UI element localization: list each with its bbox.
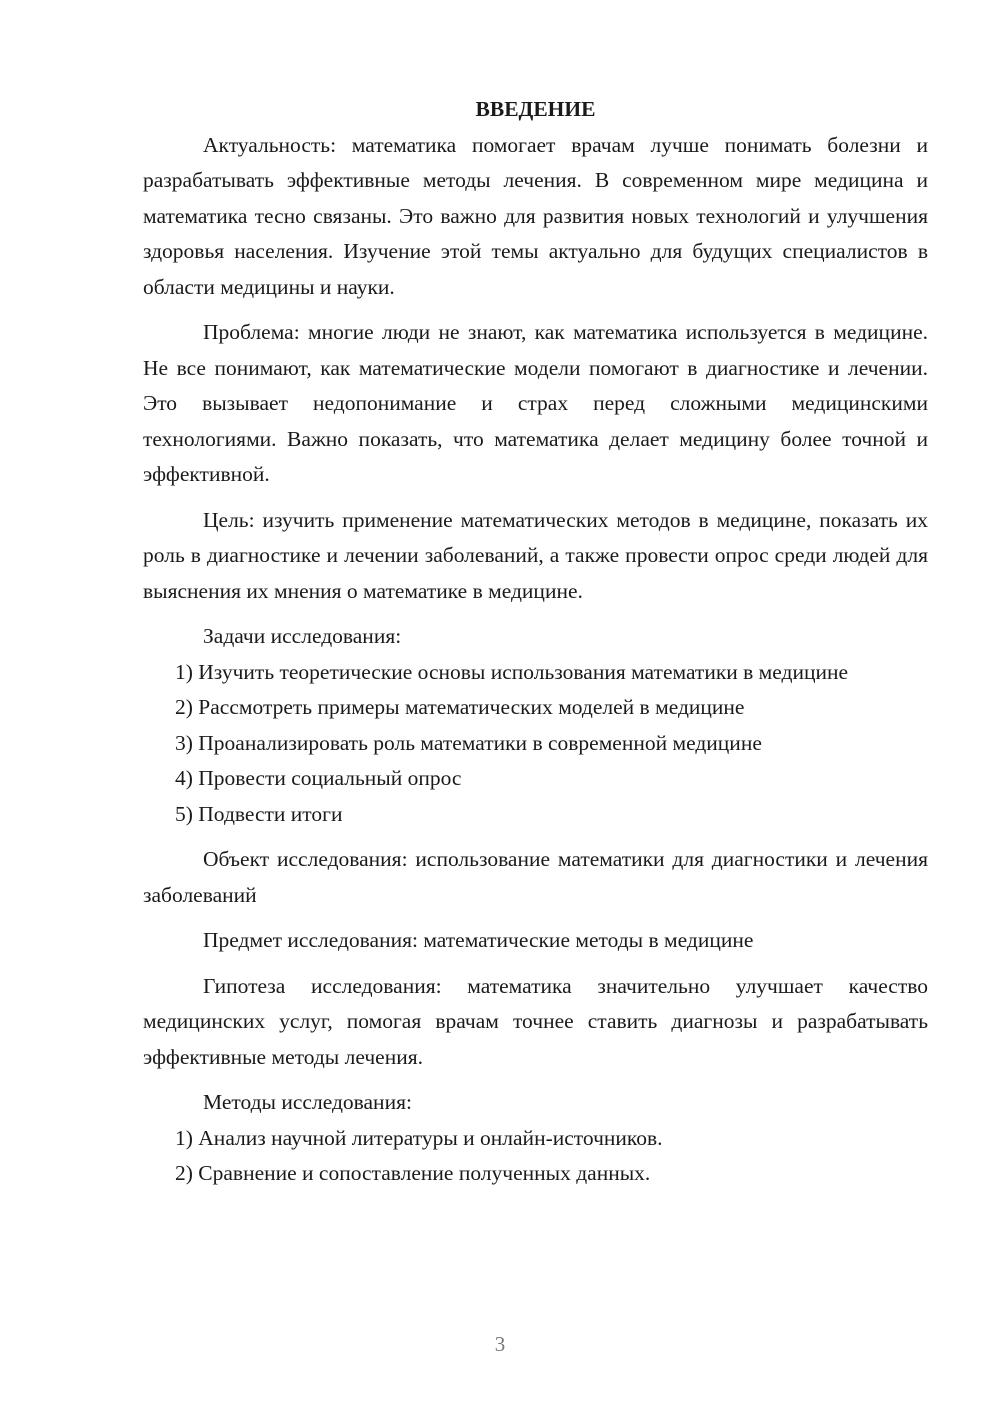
method-item: 1) Анализ научной литературы и онлайн-источников. bbox=[175, 1125, 663, 1150]
task-item: 1) Изучить теоретические основы использования математики в медицине bbox=[175, 659, 849, 684]
method-item: 2) Сравнение и сопоставление полученных данных. bbox=[175, 1161, 651, 1185]
task-item: 3) Проанализировать роль математики в современной медицине bbox=[175, 730, 762, 755]
page-number: 3 bbox=[494, 1332, 506, 1356]
problem-paragraph: Проблема: многие люди не знают, как математика используется в медицине. Не все понимают, как математические модели помогают в диагностике и лечении. Это вызывает недопонимание и страх перед сложными медицинскими технологиями. Важно показать, что математика делает медицину более точной и эффективной. bbox=[143, 320, 928, 486]
task-item: 5) Подвести итоги bbox=[175, 801, 343, 826]
hypothesis-paragraph: Гипотеза исследования: математика значительно улучшает качество медицинских услуг, помогая врачам точнее ставить диагнозы и разрабатывать эффективные методы лечения. bbox=[143, 973, 928, 1069]
object-paragraph: Объект исследования: использование математики для диагностики и лечения заболеваний bbox=[143, 847, 928, 907]
tasks-list bbox=[143, 655, 928, 833]
subject-paragraph: Предмет исследования: математические методы в медицине bbox=[203, 928, 754, 952]
relevance-paragraph: Актуальность: математика помогает врачам лучше понимать болезни и разрабатывать эффективные методы лечения. В современном мире медицина и математика тесно связаны. Это важно для развития новых технологий и улучшения здоровья населения. Изучение этой темы актуально для будущих специалистов в области медицины и науки. bbox=[143, 132, 928, 299]
goal-paragraph: Цель: изучить применение математических методов в медицине, показать их роль в диагностике и лечении заболеваний, а также провести опрос среди людей для выяснения их мнения о математике в медицине. bbox=[143, 507, 928, 603]
task-item: 2) Рассмотреть примеры математических моделей в медицине bbox=[175, 695, 745, 719]
methods-title: Методы исследования: bbox=[203, 1090, 412, 1114]
task-item: 4) Провести социальный опрос bbox=[175, 766, 462, 790]
section-heading: ВВЕДЕНИЕ bbox=[475, 97, 596, 121]
document-page bbox=[143, 92, 928, 1192]
methods-list bbox=[143, 1121, 928, 1192]
tasks-title: Задачи исследования: bbox=[203, 624, 402, 648]
